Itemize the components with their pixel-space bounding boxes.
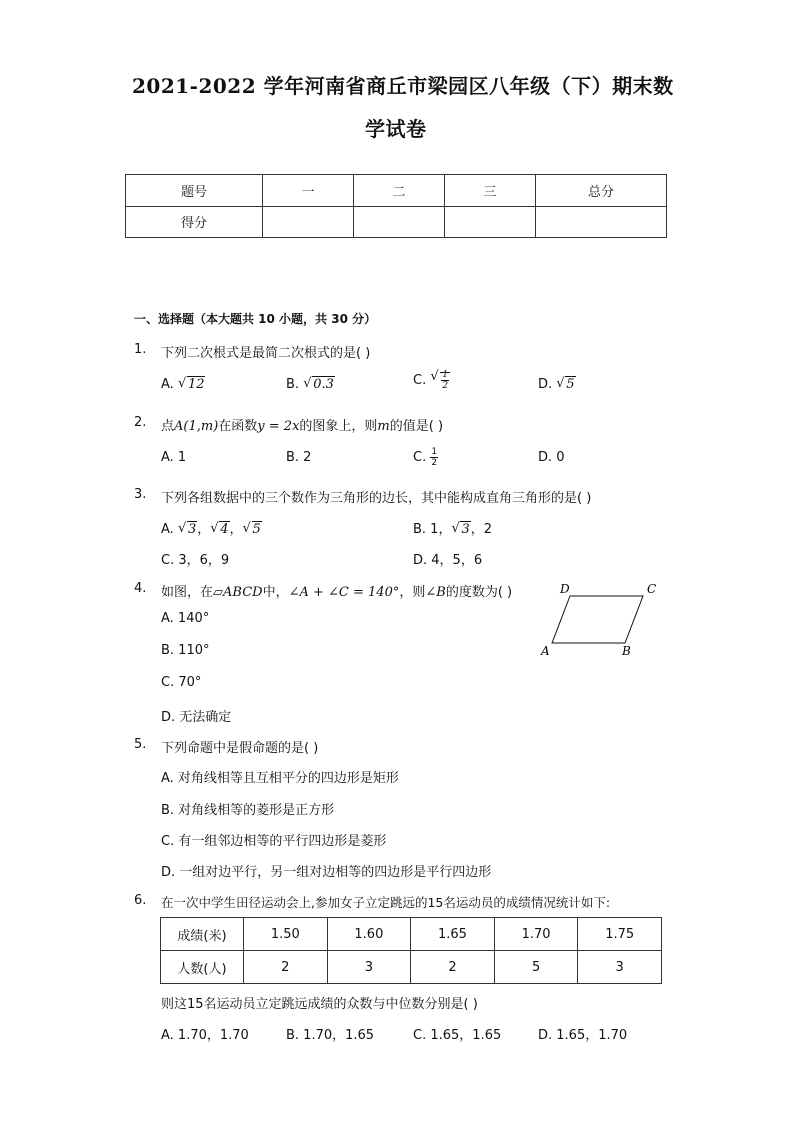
stem-text: 点 (161, 419, 175, 434)
score-header-cell: 三 (445, 175, 536, 207)
radicand: 5 (252, 522, 261, 537)
option-label: C. (413, 450, 427, 465)
option-d: D. 0 (538, 450, 565, 465)
vertex-label-d: D (560, 582, 570, 596)
option-b (286, 377, 335, 392)
stem-text: 如图，在 (161, 585, 214, 600)
vertex-label-c: C (647, 582, 657, 596)
option-d: D. 无法确定 (161, 710, 232, 725)
question-stem (161, 581, 512, 600)
question-number: 3. (134, 487, 147, 502)
numerator: 1 (431, 447, 438, 457)
grades-cell: 1.75 (578, 918, 662, 951)
option-a (161, 377, 205, 392)
grades-cell: 1.65 (411, 918, 495, 951)
option-text: ，2 (470, 522, 493, 537)
option-label: D. (538, 377, 553, 392)
option-b: B. 2 (286, 450, 312, 465)
option-b (413, 518, 492, 537)
grades-row-count (161, 951, 662, 984)
question-stem: 下列各组数据中的三个数作为三角形的边长，其中能构成直角三角形的是( ) (161, 491, 592, 506)
option-c (413, 447, 438, 468)
score-cell (263, 206, 354, 238)
stem-text: 在函数 (218, 419, 258, 434)
option-b: B. 对角线相等的菱形是正方形 (161, 803, 335, 818)
question-followup: 则这15名运动员立定跳远成绩的众数与中位数分别是( ) (161, 997, 478, 1012)
parallelogram-shape (552, 596, 643, 643)
grades-row-label: 人数(人) (161, 951, 244, 984)
score-cell (445, 206, 536, 238)
vertex-label-a: A (541, 644, 550, 658)
option-a: A. √ 3，√ 4，√ 5 (161, 518, 262, 537)
math-function: y = 2x (257, 419, 300, 434)
sqrt-symbol (303, 377, 335, 392)
radicand: 3 (461, 522, 470, 537)
sqrt-symbol (210, 522, 229, 537)
question-number: 4. (134, 581, 147, 596)
score-table-score-row (126, 206, 667, 238)
math-condition: ∠A + ∠C = 140° (288, 585, 400, 600)
radicand: 5 (566, 377, 575, 392)
sqrt-symbol (178, 377, 206, 392)
grades-cell: 2 (244, 951, 328, 984)
score-header-cell: 一 (263, 175, 354, 207)
score-table-header-row (126, 175, 667, 207)
option-c: C. 1.65，1.65 (413, 1028, 502, 1043)
option-b: B. 1.70，1.65 (286, 1028, 375, 1043)
grades-row-label: 成绩(米) (161, 918, 244, 951)
math-variable: m (377, 419, 390, 434)
score-header-cell: 题号 (126, 175, 263, 207)
denominator: 2 (442, 381, 449, 391)
question-stem: 下列二次根式是最简二次根式的是( ) (161, 346, 371, 361)
option-a: A. 1.70，1.70 (161, 1028, 249, 1043)
radicand: 4 (220, 522, 229, 537)
question-stem: 下列命题中是假命题的是( ) (161, 741, 319, 756)
score-header-cell: 总分 (536, 175, 667, 207)
radicand (440, 370, 450, 391)
fraction (441, 370, 449, 391)
question-number: 5. (134, 737, 147, 752)
radicand: 3 (187, 522, 197, 537)
sqrt-symbol (556, 377, 575, 392)
question-number: 6. (134, 893, 147, 908)
option-c: C. 有一组邻边相等的平行四边形是菱形 (161, 834, 387, 849)
option-c: C. 70° (161, 675, 202, 690)
option-d (538, 377, 576, 392)
stem-text: ，则 (399, 585, 426, 600)
grades-cell: 1.70 (494, 918, 578, 951)
grades-row-score (161, 918, 662, 951)
question-stem (161, 415, 443, 434)
document-title-line1: 2021-2022 学年河南省商丘市梁园区八年级（下）期末数 (132, 74, 674, 98)
section-heading: 一、选择题（本大题共 10 小题，共 30 分） (134, 312, 377, 326)
grades-cell: 2 (411, 951, 495, 984)
question-number: 1. (134, 342, 147, 357)
score-header-cell: 二 (354, 175, 445, 207)
option-label: B. (286, 377, 300, 392)
grades-cell: 1.50 (244, 918, 328, 951)
option-label: A. (161, 377, 174, 392)
option-c: C. 3，6，9 (161, 553, 230, 568)
question-number: 2. (134, 415, 147, 430)
sqrt-symbol (178, 522, 197, 537)
vertex-label-b: B (622, 644, 631, 658)
radicand: 0.3 (313, 377, 334, 392)
option-d: D. 1.65，1.70 (538, 1028, 628, 1043)
option-b: B. 110° (161, 643, 210, 658)
option-label: A. (161, 522, 174, 537)
option-label: C. (413, 373, 427, 388)
fraction (430, 447, 438, 468)
sqrt-symbol (243, 522, 262, 537)
score-cell (354, 206, 445, 238)
numerator: √ 1 (442, 370, 449, 380)
score-row-label: 得分 (126, 206, 263, 238)
denominator: 2 (431, 458, 438, 468)
parallelogram-figure (535, 578, 665, 660)
math-point: A(1,m) (174, 419, 219, 434)
option-a: A. 对角线相等且互相平分的四边形是矩形 (161, 771, 399, 786)
math-shape: ▱ABCD (213, 585, 263, 600)
document-title-line2: 学试卷 (365, 117, 427, 141)
option-d: D. 4，5，6 (413, 553, 483, 568)
grades-cell: 1.60 (327, 918, 411, 951)
question-stem: 在一次中学生田径运动会上,参加女子立定跳远的15名运动员的成绩情况统计如下: (161, 895, 611, 910)
stem-text: 中， (262, 585, 289, 600)
grades-table (160, 917, 662, 984)
option-d: D. 一组对边平行，另一组对边相等的四边形是平行四边形 (161, 865, 492, 880)
option-a: A. 140° (161, 611, 210, 626)
stem-text: 的图象上，则 (299, 419, 378, 434)
sqrt-symbol (430, 370, 450, 391)
stem-text: 的度数为( ) (445, 585, 513, 600)
grades-cell: 5 (494, 951, 578, 984)
grades-cell: 3 (327, 951, 411, 984)
radicand: 12 (187, 377, 205, 392)
score-table (125, 174, 667, 238)
option-c (413, 370, 450, 391)
sqrt-symbol (451, 522, 470, 537)
grades-cell: 3 (578, 951, 662, 984)
stem-text: 的值是( ) (389, 419, 444, 434)
math-angle: ∠B (425, 585, 446, 600)
score-cell (536, 206, 667, 238)
option-a: A. 1 (161, 450, 187, 465)
option-label: B. 1， (413, 522, 452, 537)
